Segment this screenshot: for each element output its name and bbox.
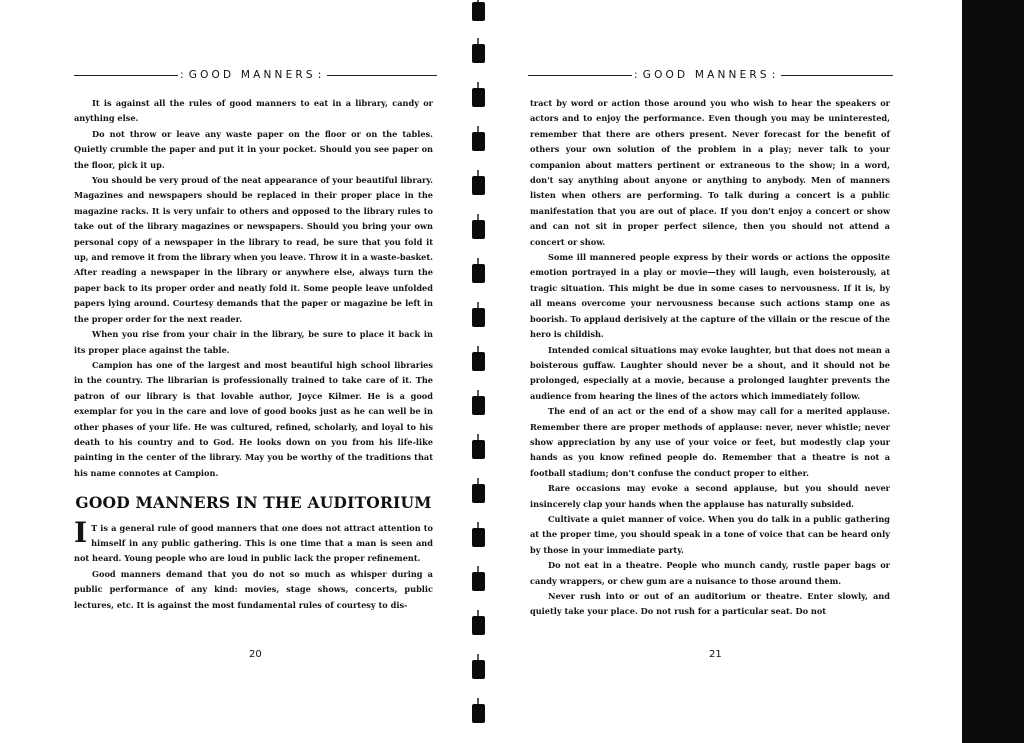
header-rule-right [781,75,893,76]
paragraph: Do not eat in a theatre. People who munch candy, rustle paper bags or candy wrappers, or chew gum are a nuisance to those around them. [530,560,890,586]
section-first-paragraph [74,515,433,567]
binding-ring [472,528,485,547]
right-body-text [530,96,890,620]
paragraph: tract by word or action those around you who wish to hear the speakers or actors and to enjoy the performance. Even though you may be uninterested, remember that there are others present. Never forecast for the benefit of others your own solution of the problem in a play; never talk to your companion about matters pertinent or extraneous to the show; in a word, don't say anything about anyone or anything to anybody. Men of manners listen when others are performing. To talk during a concert is a public manifestation that you are out of place. If you don't enjoy a concert or show and can not sit in proper perfect silence, then you should not attend a concert or show. [530,98,890,247]
paragraph: You should be very proud of the neat appearance of your beautiful library. Magazines and newspapers should be replaced in their proper place in the magazine racks. It is very unfair to others and opposed to the library rules to take out of the library magazines or newspapers. Should you bring your own personal copy of a newspaper in the library to read, be sure that you fold it up, and remove it from the library when you leave. Throw it in a waste-basket. After reading a newspaper in the library or anywhere else, always turn the paper back to its proper order and neatly fold it. Some people leave unfolded papers lying around. Courtesy demands that the paper or magazine be left in the proper order for the next reader. [74,175,433,324]
paragraph: Some ill mannered people express by their words or actions the opposite emotion portrayed in a play or movie—they will laugh, even boisterously, at tragic situation. This might be due in some cases to nervousness. If it is, by all means overcome your nervousness because such actions stamp one as boorish. To applaud derisively at the capture of the villain or the rescue of the hero is childish. [530,252,890,340]
binding-ring [472,572,485,591]
left-page-number: 20 [249,649,262,660]
right-page-number: 21 [709,649,722,660]
binding-ring [472,88,485,107]
paragraph: Campion has one of the largest and most beautiful high school libraries in the country. The librarian is professionally trained to take care of it. The patron of our library is that lovable author, Joyce Kilmer. He is a good exemplar for you in the care and love of good books just as he can well be in other phases of your life. He was cultured, refined, scholarly, and loyal to his death to his country and to God. He looks down on you from his life-like painting in the center of the library. May you be worthy of the traditions that his name connotes at Campion. [74,359,433,478]
left-running-header: : GOOD MANNERS : [74,69,437,81]
binding-ring [472,132,485,151]
drop-cap: I [74,515,88,549]
paragraph: Intended comical situations may evoke laughter, but that does not mean a boisterous guffaw. Laughter should never be a shout, and it should not be prolonged, especially at a movie, because a prolonged laughter prevents the audience from hearing the lines of the actors which immediately follow. [530,344,890,401]
right-header-text: GOOD MANNERS [642,69,770,81]
header-rule-left [74,75,178,76]
binding-ring [472,176,485,195]
paragraph: Cultivate a quiet manner of voice. When you do talk in a public gathering at the proper time, you should speak in a tone of voice that can be heard only by those in your immediate party. [530,513,890,555]
paragraph: When you rise from your chair in the library, be sure to place it back in its proper place against the table. [74,329,433,355]
binding-ring [472,264,485,283]
left-header-text: GOOD MANNERS [188,69,316,81]
paragraph: Do not throw or leave any waste paper on the floor or on the tables. Quietly crumble the paper and put it in your pocket. Should you see paper on the floor, pick it up. [74,128,433,170]
binding-ring [472,2,485,21]
binding-ring [472,44,485,63]
header-rule-right [327,75,437,76]
paragraph: The end of an act or the end of a show may call for a merited applause. Remember there are proper methods of applause: never, never whistle; never show appreciation by any use of your voice or feet, but modestly clap your hands as you know refined people do. Remember that a theatre is not a football stadium; don't confuse the conduct proper to either. [530,406,890,478]
binding-ring [472,396,485,415]
binding-ring [472,616,485,635]
binding-ring [472,704,485,723]
left-body-text [74,96,433,613]
paragraph: Rare occasions may evoke a second applause, but you should never insincerely clap your hands when the applause has naturally subsided. [530,483,890,509]
right-running-header: : GOOD MANNERS : [528,69,893,81]
spiral-binding [468,0,488,743]
binding-ring [472,484,485,503]
left-page [0,0,468,743]
paragraph: It is against all the rules of good manners to eat in a library, candy or anything else. [74,98,433,124]
section-title: GOOD MANNERS IN THE AUDITORIUM [75,493,432,513]
scan-dark-edge [962,0,1024,743]
right-page [488,0,962,743]
paragraph: Never rush into or out of an auditorium or theatre. Enter slowly, and quietly take your place. Do not rush for a particular seat. Do not [530,591,890,617]
header-rule-left [528,75,632,76]
section-first-paragraph-text: T is a general rule of good manners that one does not attract attention to himself in any public gathering. This is one time that a man is seen and not heard. Young people who are loud in public lack the proper refinement. [74,522,433,564]
binding-ring [472,440,485,459]
binding-ring [472,660,485,679]
binding-ring [472,220,485,239]
paragraph: Good manners demand that you do not so much as whisper during a public performance of any kind: movies, stage shows, concerts, public lectures, etc. It is against the most fundamental rules of courtesy to dis- [74,568,433,610]
binding-ring [472,352,485,371]
binding-ring [472,308,485,327]
